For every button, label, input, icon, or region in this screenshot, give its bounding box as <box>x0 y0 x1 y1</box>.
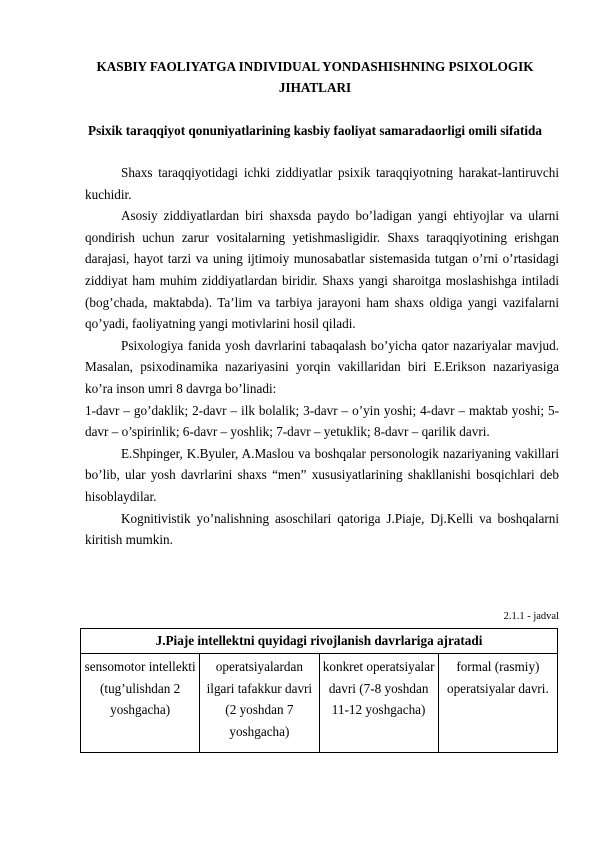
table-cell: formal (rasmiy) operatsiyalar davri. <box>438 654 557 753</box>
table-cell: sensomotor intellekti (tug’ulishdan 2 yoshgacha) <box>81 654 200 753</box>
table-cell: operatsiyalardan ilgari tafakkur davri (2 yoshdan 7 yoshgacha) <box>200 654 319 753</box>
piaget-stages-table <box>80 628 558 753</box>
paragraph: Psixologiya fanida yosh davrlarini tabaqalash bo’yicha qator nazariyalar mavjud. Masalan, psixodinamika nazariyasini yorqin vakillaridan biri E.Erikson nazariyasiga ko’ra inson umri 8 davrga bo’linadi: <box>85 337 559 396</box>
table-header-row <box>81 629 558 654</box>
paragraph: E.Shpinger, K.Byuler, A.Maslou va boshqalar personologik nazariyaning vakillari bo’lib, ular yosh davrlarini shaxs “men” xususiyatlarining shakllanishi bosqichlari deb hisoblaydilar. <box>85 445 559 504</box>
paragraph: Asosiy ziddiyatlardan biri shaxsda paydo bo’ladigan yangi ehtiyojlar va ularni qondirish uchun zarur vositalarning yetishmasligidir. Shaxs taraqqiyotining erishgan darajasi, hayot tarzi va uning ijtimoiy munosabatlar sistemasida tutgan o’rni o’rtasidagi ziddiyat ham muhim ziddiyatlardan biridir. Shaxs yangi sharoitga moslashishga intiladi (bog’chada, maktabda). Ta’lim va tarbiya jarayoni ham shaxs oldiga yangi vazifalarni qo’yadi, faoliyatning yangi motivlarini hosil qiladi. <box>85 208 559 332</box>
table-row <box>81 654 558 753</box>
table-cell: konkret operatsiyalar davri (7-8 yoshdan 11-12 yoshgacha) <box>319 654 438 753</box>
document-title: KASBIY FAOLIYATGA INDIVIDUAL YONDASHISHNING PSIXOLOGIK JIHATLARI <box>96 59 534 95</box>
table-header: J.Piaje intellektni quyidagi rivojlanish davrlariga ajratadi <box>81 629 558 654</box>
paragraph: Shaxs taraqqiyotidagi ichki ziddiyatlar psixik taraqqiyotning harakat-lantiruvchi kuchidir. <box>85 165 559 202</box>
document-subtitle: Psixik taraqqiyot qonuniyatlarining kasbiy faoliyat samaradaorligi omili sifatida <box>88 123 542 138</box>
document-body <box>85 162 559 551</box>
paragraph: Kognitivistik yo’nalishning asoschilari qatoriga J.Piaje, Dj.Kelli va boshqalarni kiritish mumkin. <box>85 510 559 548</box>
paragraph: 1-davr – go’daklik; 2-davr – ilk bolalik; 3-davr – o’yin yoshi; 4-davr – maktab yoshi; 5-davr – o’spirinlik; 6-davr – yoshlik; 7-davr – yetuklik; 8-davr – qarilik davri. <box>85 402 559 440</box>
table-caption: 2.1.1 - jadval <box>503 611 559 622</box>
